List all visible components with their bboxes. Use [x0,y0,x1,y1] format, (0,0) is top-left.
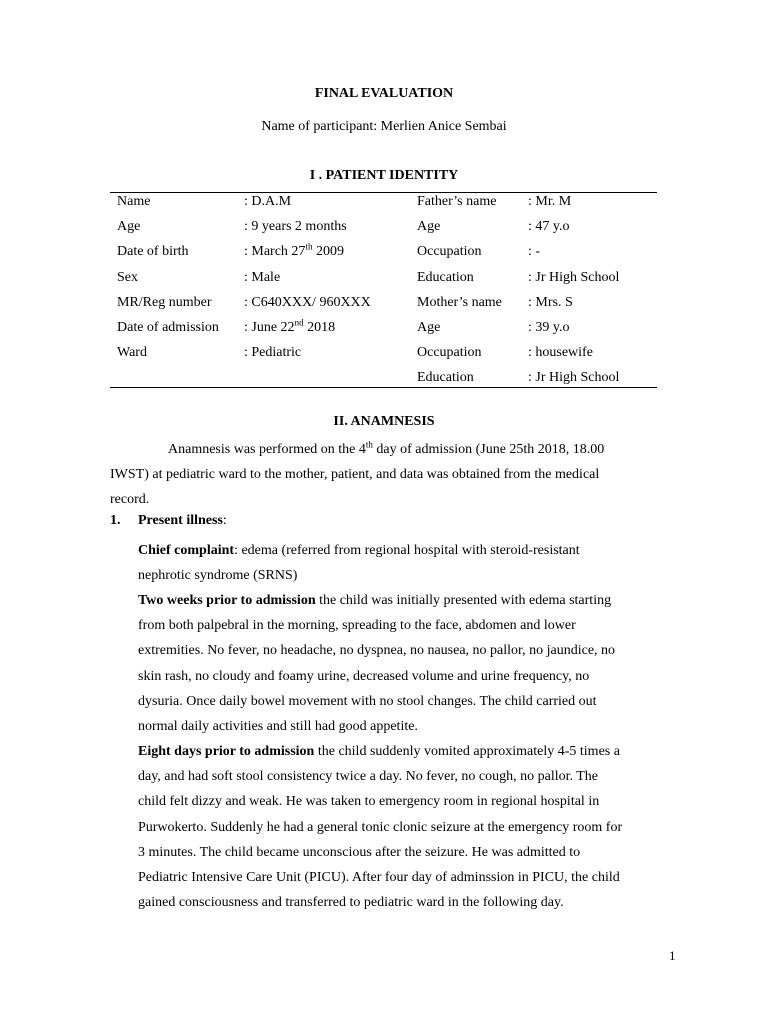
table-row [0,295,768,320]
paragraph-line [138,739,676,764]
date-part: : June 22 [244,320,295,335]
chief-complaint-paragraph [138,538,676,588]
field-label: Mother’s name [417,295,502,310]
paragraph-line: nephrotic syndrome (SRNS) [138,568,298,584]
paragraph-line: from both palpebral in the morning, spreading to the face, abdomen and lower [138,618,576,634]
field-value: : 39 y.o [528,320,570,335]
heading-colon: : [222,513,227,528]
paragraph-line: Purwokerto. Suddenly he had a general tonic clonic seizure at the emergency room for [138,819,623,835]
paragraph-line: 3 minutes. The child became unconscious after the seizure. He was admitted to [138,844,581,860]
table-row [0,345,768,370]
year-part: 2009 [312,244,344,259]
date-part: : March 27 [244,244,306,259]
field-label: Education [417,270,474,285]
list-item-number: 1. [110,513,121,528]
paragraph-line: Pediatric Intensive Care Unit (PICU). After four day of adminssion in PICU, the child [138,869,620,885]
field-label: Date of birth [117,244,189,259]
paragraph-line: normal daily activities and still had good appetite. [138,718,418,734]
eight-days-text: the child suddenly vomited approximately 4-5 times a [314,744,620,759]
paragraph-line [138,588,676,613]
anamnesis-intro-paragraph [110,437,676,513]
table-row [0,270,768,295]
field-value: : Male [244,270,281,285]
ordinal-suffix: th [305,241,313,252]
paragraph-line: record. [110,492,150,508]
field-label: Name [117,194,151,209]
participant-name: Name of participant: Merlien Anice Sembai [261,119,507,134]
paragraph-line: day, and had soft stool consistency twice a day. No fever, no cough, no pallor. The [138,769,599,785]
table-row [0,317,768,345]
field-value: : 47 y.o [528,219,570,234]
eight-days-label: Eight days prior to admission [138,744,315,759]
table-row [0,194,768,219]
table-row [0,370,768,395]
paragraph-line: dysuria. Once daily bowel movement with no stool changes. The child carried out [138,693,597,709]
ordinal-suffix: nd [294,317,304,328]
field-label: Education [417,370,474,385]
two-weeks-paragraph [138,588,676,739]
field-label: Date of admission [117,320,219,335]
field-value: : Pediatric [244,345,302,360]
table-top-rule [110,192,657,193]
field-value: : 9 years 2 months [244,219,347,234]
field-value: : C640XXX/ 960XXX [244,295,371,310]
field-value: : Jr High School [528,270,620,285]
paragraph-line: skin rash, no cloudy and foamy urine, decreased volume and urine frequency, no [138,668,590,684]
intro-text-b: day of admission (June 25th 2018, 18.00 [372,442,605,457]
paragraph-line: IWST) at pediatric ward to the mother, patient, and data was obtained from the medical [110,467,600,483]
document-title: FINAL EVALUATION [314,86,454,101]
field-value: : Jr High School [528,370,620,385]
table-row [0,241,768,269]
intro-text-a: Anamnesis was performed on the 4 [168,442,366,457]
field-label: Ward [117,345,147,360]
field-value: : D.A.M [244,194,292,209]
paragraph-line: gained consciousness and transferred to pediatric ward in the following day. [138,895,564,911]
section-heading-patient-identity: I . PATIENT IDENTITY [309,168,459,183]
chief-complaint-label: Chief complaint [138,543,235,558]
year-part: 2018 [303,320,336,335]
field-value: : housewife [528,345,593,360]
paragraph-line: extremities. No fever, no headache, no dyspnea, no nausea, no pallor, no jaundice, no [138,643,616,659]
field-label: Age [417,219,441,234]
field-value [244,317,336,336]
chief-complaint-text: : edema (referred from regional hospital with steroid-resistant [234,543,580,558]
paragraph-line: child felt dizzy and weak. He was taken to emergency room in regional hospital in [138,794,600,810]
ordinal-suffix: th [365,439,373,450]
two-weeks-text: the child was initially presented with edema starting [315,593,612,608]
two-weeks-label: Two weeks prior to admission [138,593,316,608]
field-label: Age [117,219,141,234]
field-value: : - [528,244,541,259]
field-label: Father’s name [417,194,497,209]
field-label: Sex [117,270,138,285]
paragraph-line [138,538,676,563]
page-number: 1 [669,948,676,963]
field-label: Age [417,320,441,335]
present-illness-label: Present illness [138,513,223,528]
table-bottom-rule [110,387,657,388]
table-row [0,219,768,244]
field-label: Occupation [417,345,482,360]
field-label: MR/Reg number [117,295,212,310]
list-item-heading [138,513,227,529]
field-value: : Mr. M [528,194,572,209]
section-heading-anamnesis: II. ANAMNESIS [333,414,435,429]
field-value: : Mrs. S [528,295,573,310]
paragraph-line [110,437,676,462]
field-value [244,241,344,260]
field-label: Occupation [417,244,482,259]
eight-days-paragraph [138,739,676,915]
